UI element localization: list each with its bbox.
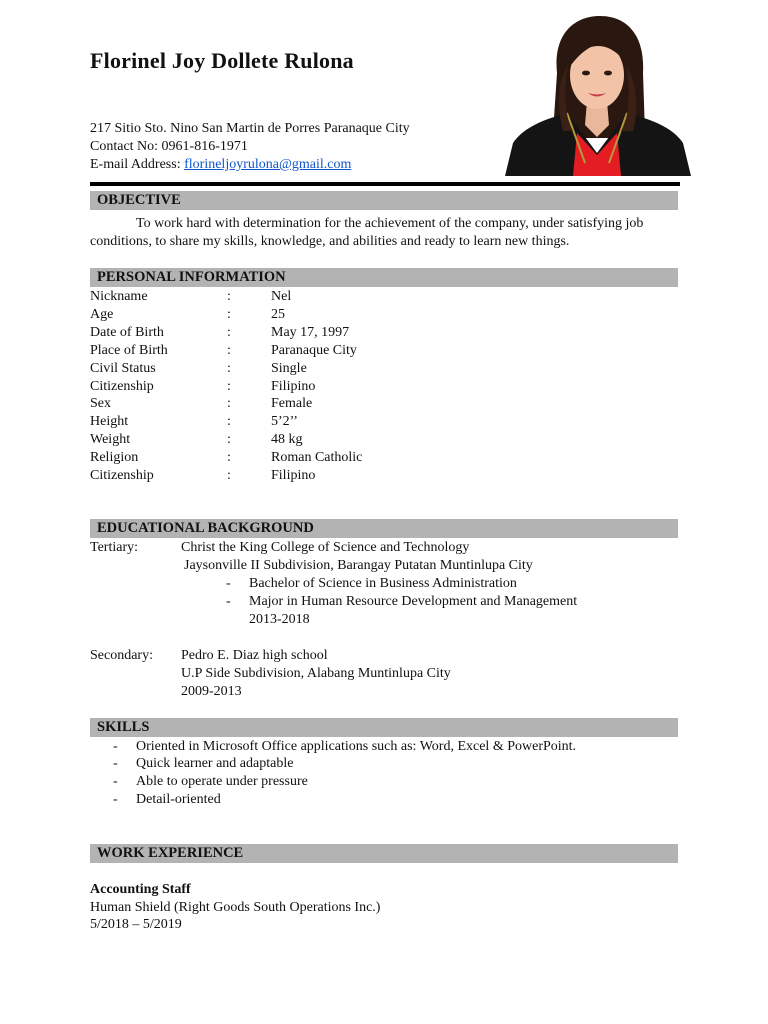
objective-heading: OBJECTIVE	[90, 191, 678, 210]
row-value: 48 kg	[271, 432, 303, 448]
row-value: Nel	[271, 289, 292, 304]
objective-text: To work hard with determination for the achievement of the company, under satisfying job conditions, to share my skills, knowledge, and abilities and ready to learn new things.	[90, 216, 644, 249]
personal-info-heading: PERSONAL INFORMATION	[90, 268, 678, 287]
row-label: Citizenship	[90, 378, 154, 394]
tertiary-address: Jaysonville II Subdivision, Barangay Putatan Muntinlupa City	[184, 558, 533, 573]
skills-heading: SKILLS	[90, 718, 678, 737]
row-value: 25	[271, 306, 285, 322]
personal-info-row	[90, 449, 590, 467]
tertiary-label: Tertiary:	[90, 540, 138, 555]
row-label: Date of Birth	[90, 324, 164, 340]
row-value: Filipino	[271, 378, 316, 394]
row-label: Civil Status	[90, 360, 156, 376]
tertiary-degree: Bachelor of Science in Business Administration	[249, 576, 517, 591]
personal-info-row	[90, 342, 590, 360]
skill-item: Able to operate under pressure	[136, 774, 308, 789]
skill-dash: -	[113, 756, 118, 771]
job-company: Human Shield (Right Goods South Operations Inc.)	[90, 900, 381, 915]
row-colon: :	[227, 324, 231, 340]
row-colon: :	[227, 289, 231, 304]
secondary-years: 2009-2013	[181, 684, 242, 699]
secondary-address: U.P Side Subdivision, Alabang Muntinlupa City	[181, 666, 451, 681]
job-dates: 5/2018 – 5/2019	[90, 917, 182, 932]
personal-info-row	[90, 395, 590, 413]
row-label: Citizenship	[90, 468, 154, 483]
row-label: Nickname	[90, 289, 148, 304]
skill-item: Detail-oriented	[136, 792, 221, 807]
email-link[interactable]: florineljoyrulona@gmail.com	[184, 157, 352, 172]
skill-dash: -	[113, 774, 118, 789]
row-colon: :	[227, 396, 231, 412]
row-label: Age	[90, 306, 114, 322]
row-value: Filipino	[271, 468, 316, 483]
personal-info-row	[90, 288, 590, 306]
personal-info-row	[90, 360, 590, 378]
row-colon: :	[227, 468, 231, 483]
skill-item: Oriented in Microsoft Office applications such as: Word, Excel & PowerPoint.	[136, 739, 577, 754]
row-value: Roman Catholic	[271, 450, 363, 466]
row-colon: :	[227, 342, 231, 358]
row-colon: :	[227, 360, 231, 376]
row-value: Single	[271, 360, 307, 376]
skill-dash: -	[113, 792, 118, 807]
secondary-label: Secondary:	[90, 648, 153, 663]
row-value: May 17, 1997	[271, 324, 350, 340]
row-colon: :	[227, 378, 231, 394]
education-heading: EDUCATIONAL BACKGROUND	[90, 519, 678, 538]
row-label: Place of Birth	[90, 342, 168, 358]
personal-info-row	[90, 378, 590, 396]
row-colon: :	[227, 432, 231, 448]
skill-item: Quick learner and adaptable	[136, 756, 294, 771]
tertiary-school: Christ the King College of Science and Technology	[181, 540, 470, 555]
skill-dash: -	[113, 739, 118, 754]
row-value: Female	[271, 396, 313, 412]
row-label: Religion	[90, 450, 139, 466]
job-title: Accounting Staff	[90, 882, 191, 897]
row-label: Sex	[90, 396, 111, 412]
row-label: Height	[90, 414, 129, 430]
personal-info-row	[90, 467, 590, 485]
row-colon: :	[227, 306, 231, 322]
personal-info-row	[90, 324, 590, 342]
header-rule	[90, 182, 680, 186]
email-label: E-mail Address:	[90, 157, 185, 172]
applicant-name: Florinel Joy Dollete Rulona	[90, 48, 354, 73]
email-line	[90, 156, 351, 174]
profile-photo	[505, 13, 691, 176]
contact-number: Contact No: 0961-816-1971	[90, 139, 248, 154]
tertiary-major: Major in Human Resource Development and Management	[249, 594, 578, 609]
row-label: Weight	[90, 432, 131, 448]
work-heading: WORK EXPERIENCE	[90, 844, 678, 863]
personal-info-row	[90, 306, 590, 324]
row-value: Paranaque City	[271, 342, 357, 358]
row-colon: :	[227, 414, 231, 430]
personal-info-row	[90, 413, 590, 431]
tertiary-years: 2013-2018	[249, 612, 310, 627]
secondary-school: Pedro E. Diaz high school	[181, 648, 328, 663]
tertiary-bullet-dash: -	[226, 594, 231, 609]
address: 217 Sitio Sto. Nino San Martin de Porres Paranaque City	[90, 121, 410, 136]
tertiary-bullet-dash: -	[226, 576, 231, 591]
row-value: 5’2’’	[271, 414, 298, 430]
personal-info-row	[90, 431, 590, 449]
row-colon: :	[227, 450, 231, 466]
